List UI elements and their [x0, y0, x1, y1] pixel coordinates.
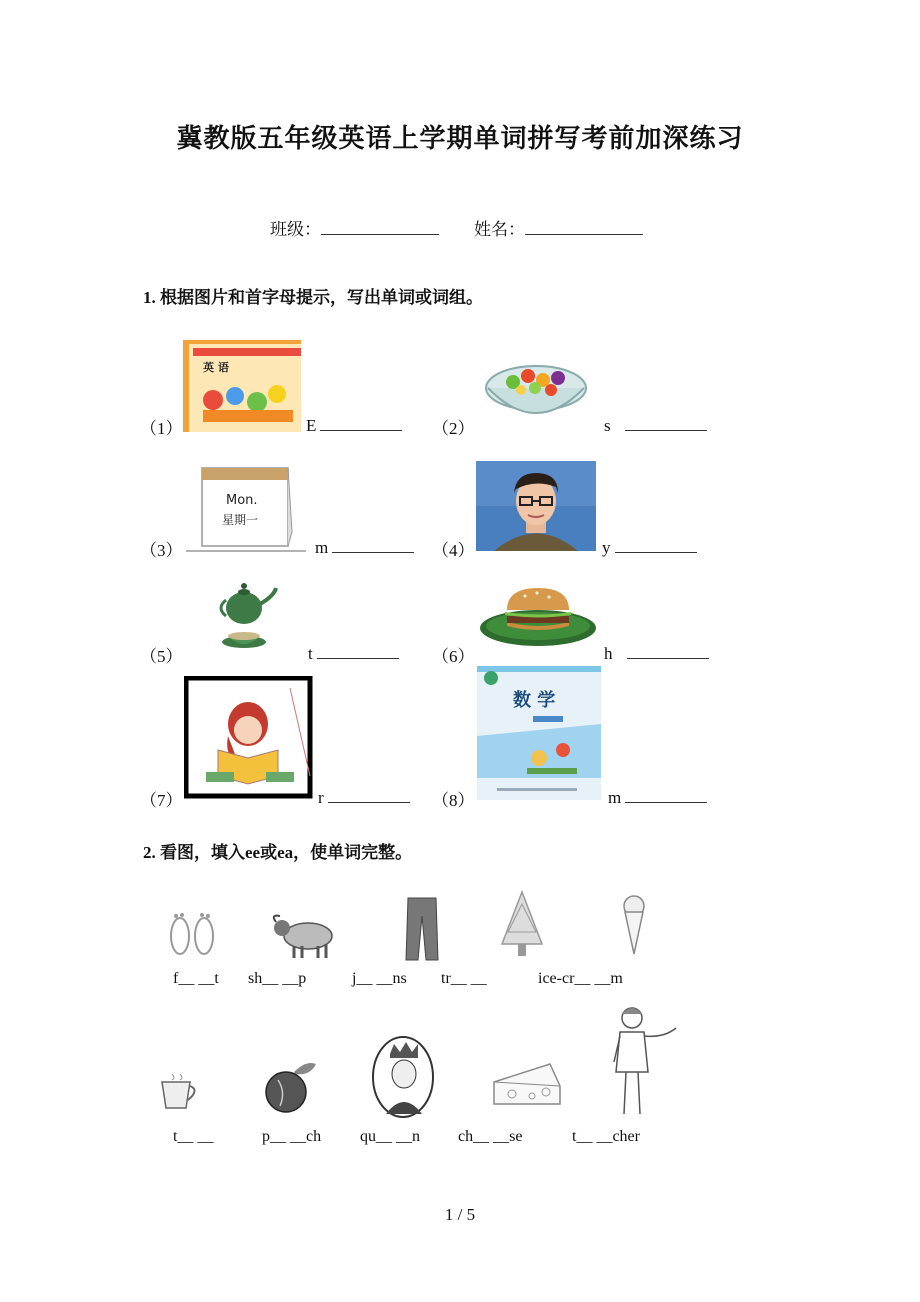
q1-item-1-number: （1）	[140, 419, 183, 438]
feet-icon	[162, 906, 222, 962]
q2-word-2: sh__ __p	[248, 970, 307, 987]
q1-item-7-answer[interactable]	[318, 786, 410, 808]
q1-item-5-number: （5）	[140, 647, 183, 666]
salad-icon	[483, 358, 589, 424]
calendar-icon	[186, 462, 310, 554]
q2-word-5: ice-cr__ __m	[538, 970, 623, 987]
math-book-icon	[477, 666, 601, 800]
young-man-icon	[476, 461, 596, 551]
q1-item-1-hint: E	[306, 416, 317, 435]
hamburger-icon	[477, 582, 599, 648]
q1-item-1-answer[interactable]	[306, 414, 402, 436]
answer-blank[interactable]	[615, 536, 697, 553]
q1-item-3-number: （3）	[140, 541, 183, 560]
q2-word-9: ch__ __se	[458, 1128, 523, 1145]
q1-item-6-number: （6）	[432, 647, 475, 666]
page-title: 冀教版五年级英语上学期单词拼写考前加深练习	[176, 124, 744, 153]
q1-item-5-hint: t	[308, 644, 313, 663]
class-blank[interactable]	[321, 218, 439, 235]
name-blank[interactable]	[525, 218, 643, 235]
cheese-icon	[490, 1060, 564, 1110]
peach-icon	[258, 1058, 322, 1118]
q1-item-2-number: （2）	[432, 419, 475, 438]
q1-item-2-answer[interactable]	[604, 414, 707, 436]
q2-heading: 2. 看图，填入ee或ea，使单词完整。	[143, 843, 413, 862]
tree-icon	[494, 888, 550, 960]
answer-blank[interactable]	[328, 786, 410, 803]
answer-blank[interactable]	[320, 414, 402, 431]
q1-item-5-answer[interactable]	[308, 642, 399, 664]
q1-item-3-hint: m	[315, 538, 329, 557]
q1-item-4-number: （4）	[432, 541, 475, 560]
reading-girl-icon	[184, 676, 314, 800]
class-label: 班级：	[270, 220, 321, 239]
answer-blank[interactable]	[625, 786, 707, 803]
q1-item-6-answer[interactable]	[604, 642, 709, 664]
page-number: 1 / 5	[444, 1205, 476, 1224]
q1-heading: 1. 根据图片和首字母提示，写出单词或词组。	[143, 288, 483, 307]
sheep-icon	[268, 910, 340, 962]
teapot-icon	[212, 578, 282, 658]
queen-icon	[370, 1034, 436, 1120]
q1-item-7-number: （7）	[140, 791, 183, 810]
answer-blank[interactable]	[625, 414, 707, 431]
name-label: 姓名：	[474, 220, 525, 239]
answer-blank[interactable]	[332, 536, 414, 553]
q2-word-6: t__ __	[173, 1128, 214, 1145]
q1-item-4-answer[interactable]	[602, 536, 697, 558]
q2-word-3: j__ __ns	[352, 970, 407, 987]
q1-item-6-hint: h	[604, 644, 613, 663]
jeans-icon	[404, 896, 440, 962]
name-field	[474, 215, 643, 240]
q1-item-4-hint: y	[602, 538, 611, 557]
class-field	[270, 215, 439, 240]
teacher-icon	[598, 1002, 684, 1122]
q1-item-8-hint: m	[608, 788, 622, 807]
calendar-text-2: 星期一	[222, 513, 259, 527]
book-cover-text: 英 语	[203, 361, 229, 374]
q2-word-1: f__ __t	[173, 970, 219, 987]
q2-word-7: p__ __ch	[262, 1128, 322, 1145]
q1-item-8-number: （8）	[432, 791, 475, 810]
ice-cream-icon	[618, 892, 650, 958]
answer-blank[interactable]	[627, 642, 709, 659]
q2-word-4: tr__ __	[441, 970, 487, 987]
q1-item-2-hint: s	[604, 416, 611, 435]
q1-item-7-hint: r	[318, 788, 324, 807]
q2-word-10: t__ __cher	[572, 1128, 640, 1145]
math-cover-text: 数 学	[513, 690, 556, 711]
tea-cup-icon	[158, 1072, 202, 1112]
q1-item-3-answer[interactable]	[315, 536, 414, 558]
q1-item-8-answer[interactable]	[608, 786, 707, 808]
q2-word-8: qu__ __n	[360, 1128, 420, 1145]
calendar-text-1: Mon.	[226, 493, 258, 508]
english-book-icon	[183, 338, 303, 434]
answer-blank[interactable]	[317, 642, 399, 659]
